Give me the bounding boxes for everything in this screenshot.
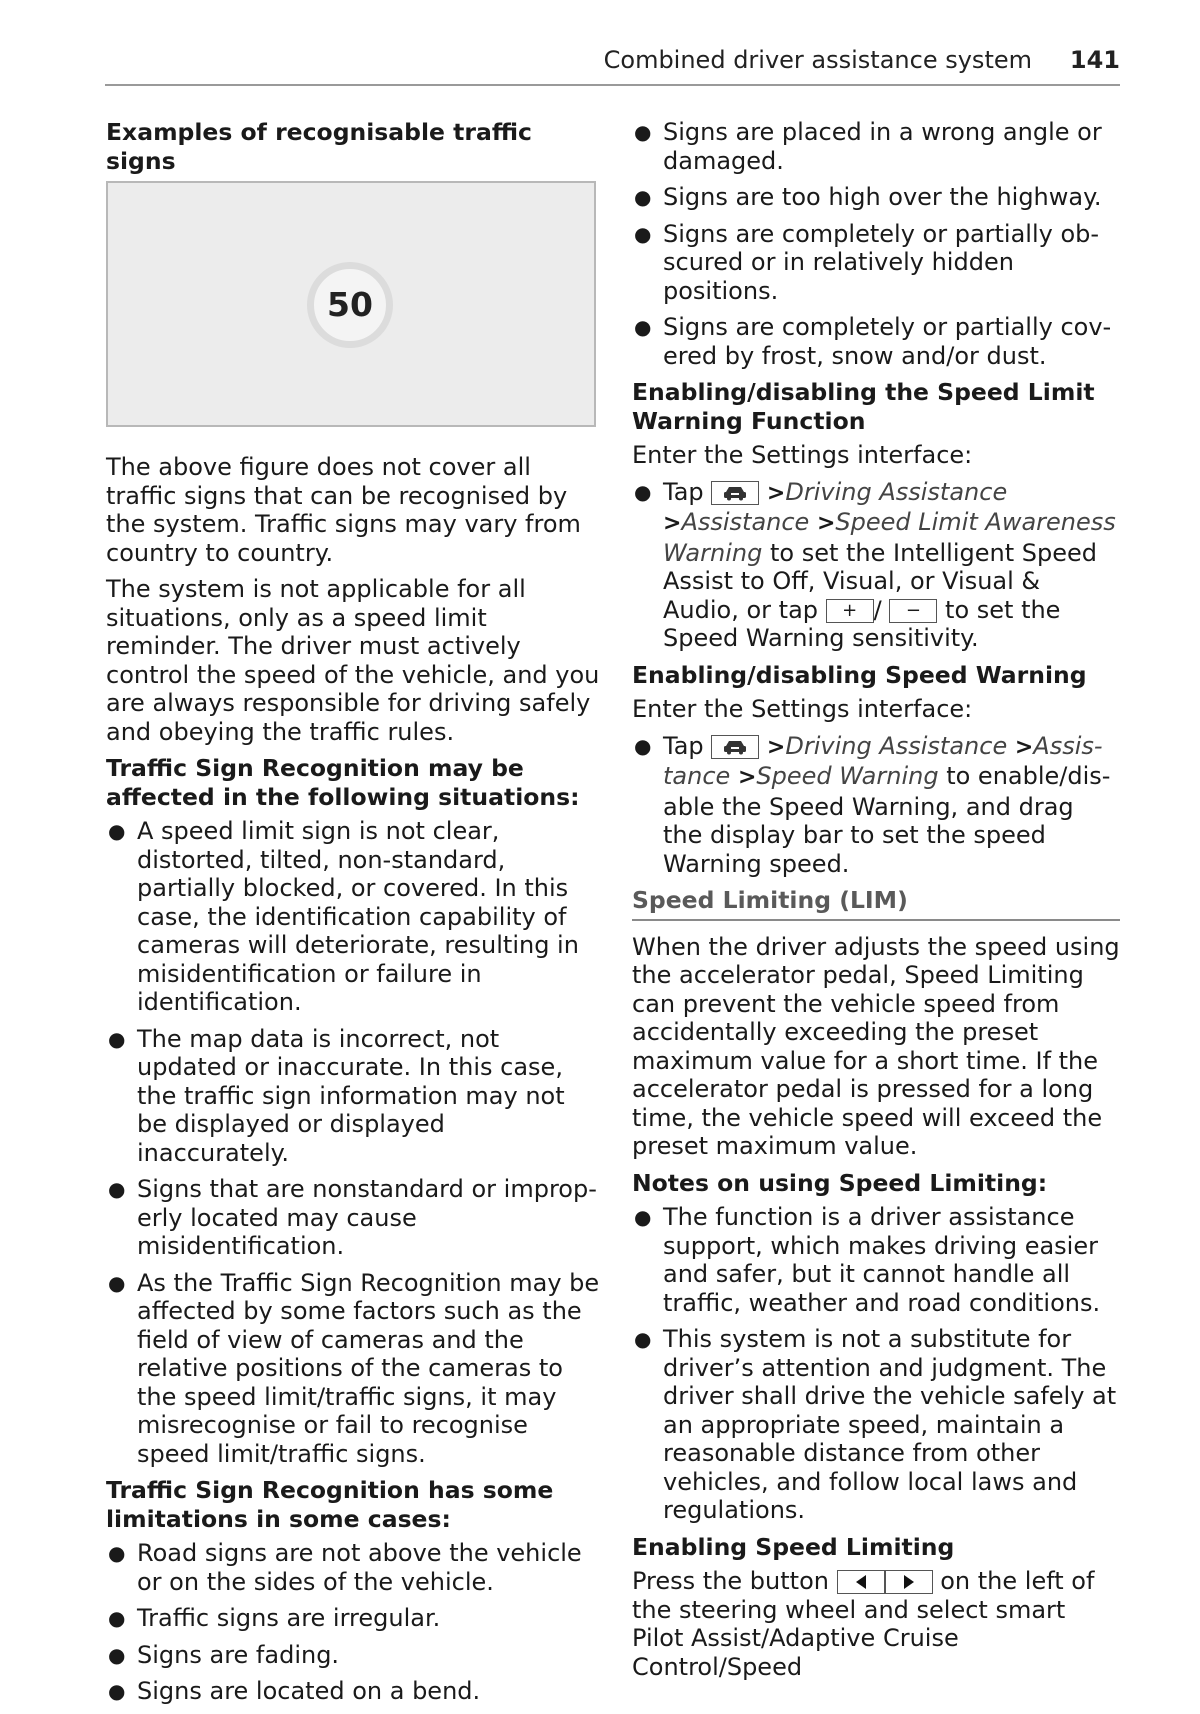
limitations-list bbox=[106, 1539, 600, 1706]
settings-instruction: Enter the Settings interface: bbox=[632, 695, 973, 723]
speed-warning-heading: Enabling/disabling Speed Warning bbox=[632, 660, 1087, 689]
list-item: ● Signs are completely or partially covered by frost, snow and/or dust. bbox=[634, 313, 1112, 370]
minus-icon[interactable]: − bbox=[889, 599, 937, 623]
bullet: ● bbox=[108, 1642, 126, 1667]
list-item: ● Signs are fading. bbox=[108, 1640, 340, 1669]
menu-path: Driving Assistance bbox=[785, 731, 1008, 760]
bullet: ● bbox=[634, 315, 652, 339]
bullet: ● bbox=[634, 185, 652, 209]
bullet: ● bbox=[634, 733, 652, 758]
slw-steps bbox=[632, 478, 1120, 653]
list-item: ● Signs that are nonstandard or improperly located may cause misidentification. bbox=[108, 1175, 597, 1260]
right-column bbox=[632, 118, 1120, 1689]
paragraph-figure-note: The above figure does not cover all traffic signs that can be recognised by the system. Traffic signs may vary from country to country. bbox=[106, 453, 581, 567]
list-item: ● Traffic signs are irregular. bbox=[108, 1604, 441, 1632]
list-item: ● Signs are completely or partially obscured or in relatively hidden positions. bbox=[634, 219, 1100, 305]
limitations-heading: Traffic Sign Recognition has some limitations in some cases: bbox=[106, 1476, 554, 1533]
menu-path: Driving Assistance bbox=[785, 477, 1008, 506]
list-item: ● Tap >Driving Assistance >Assistance >Speed Warning to enable/disable the Speed Warning, and drag the display bar to set the speed Warning speed. bbox=[634, 731, 1111, 878]
chevron-icon: > bbox=[766, 734, 786, 760]
chevron-icon: > bbox=[737, 765, 757, 790]
list-item: ● Signs are located on a bend. bbox=[108, 1677, 481, 1705]
menu-path: Speed Warning bbox=[756, 762, 939, 790]
bullet: ● bbox=[108, 1270, 126, 1295]
chevron-icon: > bbox=[1014, 734, 1034, 760]
chevron-icon: > bbox=[766, 480, 786, 506]
sign-value: 50 bbox=[327, 284, 373, 324]
plus-icon[interactable]: + bbox=[826, 599, 874, 623]
examples-heading: Examples of recognisable traffic signs bbox=[106, 118, 532, 175]
notes-heading: Notes on using Speed Limiting: bbox=[632, 1168, 1048, 1197]
paragraph-speed-limiting: When the driver adjusts the speed using the accelerator pedal, Speed Limiting can prevent the vehicle speed from accidentally exceeding the preset maximum value for a short time. If the accelerator pedal is pressed for a long time, the vehicle speed will exceed the preset maximum value. bbox=[632, 932, 1120, 1160]
list-item: ● This system is not a substitute for driver’s attention and judgment. The driver shall drive the vehicle safely at an appropriate speed, maintain a reasonable distance from other vehicles, and follow local laws and regulations. bbox=[634, 1325, 1117, 1524]
menu-path: Assistance bbox=[681, 508, 810, 536]
bullet: ● bbox=[108, 819, 126, 843]
paragraph-applicability: The system is not applicable for all situations, only as a speed limit reminder. The driver must actively control the speed of the vehicle, and you are always responsible for driving safely and obeying the traffic rules. bbox=[106, 575, 600, 746]
list-item: ● Tap >Driving Assistance >Assistance >Speed Limit Awareness Warning to set the Intelligent Speed Assist to Off, Visual, or Visual & Audio, or tap + / − to set the Speed Warning sensitivity. bbox=[634, 477, 1116, 652]
limitations-list-continued bbox=[632, 118, 1120, 370]
menu-path: Speed Limit Awareness Warning bbox=[663, 508, 1116, 567]
speed-limit-warning-heading: Enabling/disabling the Speed Limit Warning Function bbox=[632, 378, 1095, 435]
car-settings-icon[interactable] bbox=[711, 481, 759, 505]
chevron-icon: > bbox=[663, 511, 682, 536]
bullet: ● bbox=[634, 1327, 652, 1351]
bullet: ● bbox=[634, 120, 652, 144]
chevron-icon: > bbox=[816, 511, 836, 536]
bullet: ● bbox=[108, 1679, 126, 1703]
affected-heading: Traffic Sign Recognition may be affected in the following situations: bbox=[106, 754, 580, 811]
speed-limit-sign bbox=[307, 262, 393, 348]
list-item: ● As the Traffic Sign Recognition may be affected by some factors such as the field of view of cameras and the relative positions of the cameras to the speed limit/traffic signs, it may misrecognise or fail to recognise speed limit/traffic signs. bbox=[108, 1268, 600, 1468]
left-column bbox=[106, 118, 600, 1714]
settings-instruction: Enter the Settings interface: bbox=[632, 441, 973, 469]
list-item: ● The function is a driver assistance support, which makes driving easier and safer, but it cannot handle all traffic, weather and road conditions. bbox=[634, 1203, 1101, 1317]
header-title: Combined driver assistance system bbox=[603, 46, 1032, 74]
section-speed-limiting: Speed Limiting (LIM) bbox=[632, 886, 1120, 921]
bullet: ● bbox=[108, 1606, 126, 1630]
right-arrow-icon[interactable] bbox=[885, 1570, 933, 1594]
notes-list bbox=[632, 1203, 1120, 1525]
list-item: ● Signs are too high over the highway. bbox=[634, 183, 1102, 211]
sw-steps bbox=[632, 732, 1120, 879]
page-header bbox=[105, 44, 1120, 86]
bullet: ● bbox=[108, 1541, 126, 1565]
list-item: ● The map data is incorrect, not updated or inaccurate. In this case, the traffic sign information may not be displayed or displayed inaccurately. bbox=[108, 1024, 565, 1167]
car-settings-icon[interactable] bbox=[711, 735, 759, 759]
page-number: 141 bbox=[1069, 46, 1120, 74]
traffic-sign-figure bbox=[106, 181, 596, 427]
left-arrow-icon[interactable] bbox=[837, 1570, 885, 1594]
list-item: ● Road signs are not above the vehicle or on the sides of the vehicle. bbox=[108, 1539, 582, 1596]
bullet: ● bbox=[634, 1205, 652, 1229]
bullet: ● bbox=[108, 1026, 126, 1051]
bullet: ● bbox=[634, 221, 652, 246]
bullet: ● bbox=[108, 1177, 126, 1201]
enabling-heading: Enabling Speed Limiting bbox=[632, 1532, 955, 1561]
affected-list bbox=[106, 817, 600, 1468]
list-item: ● A speed limit sign is not clear, distorted, tilted, non-standard, partially blocked, or covered. In this case, the identification capability of cameras will deteriorate, resulting in misidentification or failure in identification. bbox=[108, 817, 579, 1016]
menu-path: Assistance bbox=[663, 731, 1103, 790]
list-item: ● Signs are placed in a wrong angle or damaged. bbox=[634, 118, 1102, 175]
paragraph-enabling: Press the button on the left of the steering wheel and select smart Pilot Assist/Adaptive Cruise Control/Speed bbox=[632, 1567, 1095, 1681]
bullet: ● bbox=[634, 479, 652, 504]
